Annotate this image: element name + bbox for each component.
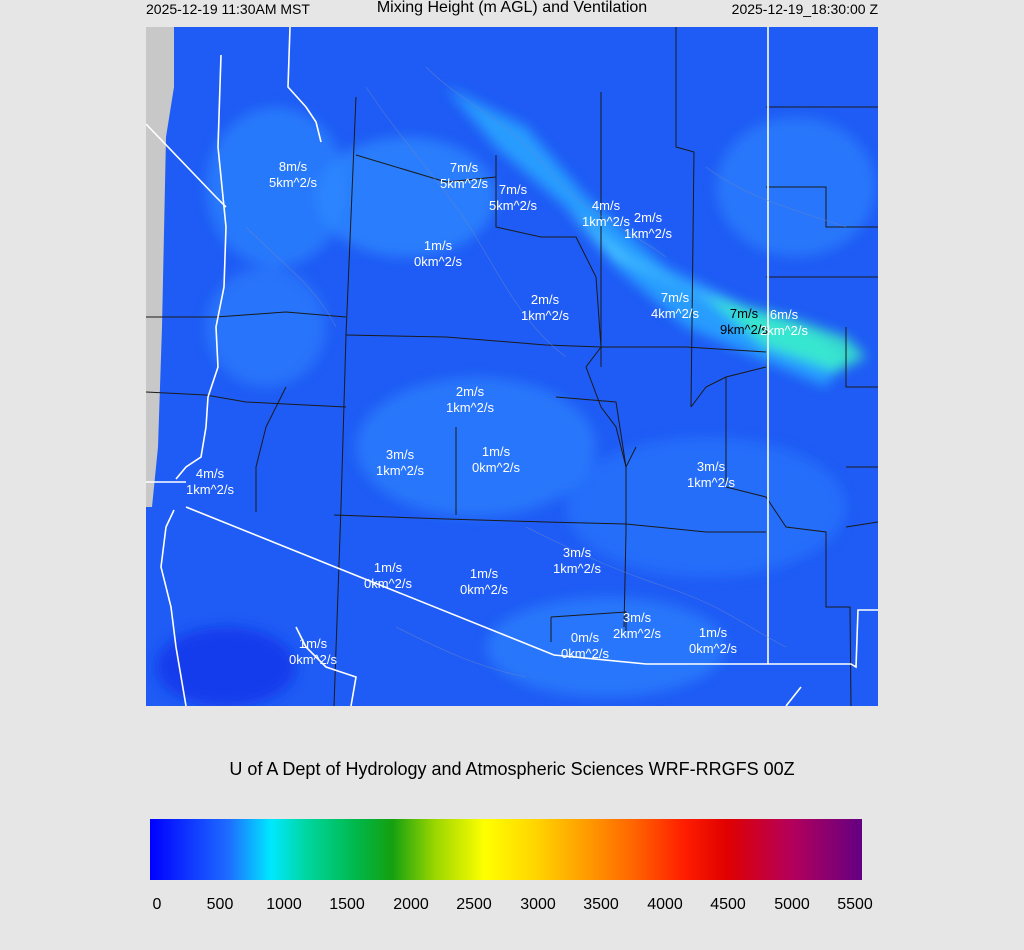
station-label: 3m/s 2km^2/s: [612, 610, 662, 641]
station-label: 1m/s 0km^2/s: [413, 238, 463, 269]
station-label: 7m/s 5km^2/s: [488, 182, 538, 213]
station-label: 3m/s 1km^2/s: [375, 447, 425, 478]
station-label: 4m/s 1km^2/s: [581, 198, 631, 229]
colorbar-tick: 1000: [266, 896, 302, 913]
station-label: 6m/s 2km^2/s: [759, 307, 809, 338]
station-label: 1m/s 0km^2/s: [688, 625, 738, 656]
station-label: 7m/s 4km^2/s: [650, 290, 700, 321]
colorbar-tick: 0: [152, 896, 162, 913]
map-field: [146, 27, 878, 706]
colorbar-tick: 2000: [393, 896, 429, 913]
colorbar-tick: 500: [206, 896, 234, 913]
station-label: 3m/s 1km^2/s: [686, 459, 736, 490]
station-label: 7m/s 9km^2/s: [719, 306, 769, 337]
colorbar: [150, 819, 862, 880]
colorbar-tick: 1500: [329, 896, 365, 913]
station-label: 0m/s 0km^2/s: [560, 630, 610, 661]
local-time: 2025-12-19 11:30AM MST: [146, 1, 310, 17]
mixing-height-map: [146, 27, 878, 706]
station-label: 8m/s 5km^2/s: [268, 159, 318, 190]
station-label: 2m/s 1km^2/s: [520, 292, 570, 323]
colorbar-tick: 2500: [456, 896, 492, 913]
model-credit: U of A Dept of Hydrology and Atmospheric Sciences WRF-RRGFS 00Z: [229, 759, 795, 779]
station-label: 1m/s 0km^2/s: [459, 566, 509, 597]
station-label: 3m/s 1km^2/s: [552, 545, 602, 576]
station-label: 1m/s 0km^2/s: [471, 444, 521, 475]
map-title: Mixing Height (m AGL) and Ventilation: [376, 0, 648, 16]
station-label: 4m/s 1km^2/s: [185, 466, 235, 497]
station-label: 7m/s 5km^2/s: [439, 160, 489, 191]
colorbar-tick: 4500: [710, 896, 746, 913]
utc-time: 2025-12-19_18:30:00 Z: [731, 1, 878, 17]
station-label: 2m/s 1km^2/s: [623, 210, 673, 241]
colorbar-tick: 5000: [774, 896, 810, 913]
station-label: 1m/s 0km^2/s: [363, 560, 413, 591]
colorbar-tick: 5500: [837, 896, 873, 913]
colorbar-tick: 3500: [583, 896, 619, 913]
colorbar-tick: 4000: [647, 896, 683, 913]
colorbar-tick: 3000: [520, 896, 556, 913]
station-label: 2m/s 1km^2/s: [445, 384, 495, 415]
station-label: 1m/s 0km^2/s: [288, 636, 338, 667]
